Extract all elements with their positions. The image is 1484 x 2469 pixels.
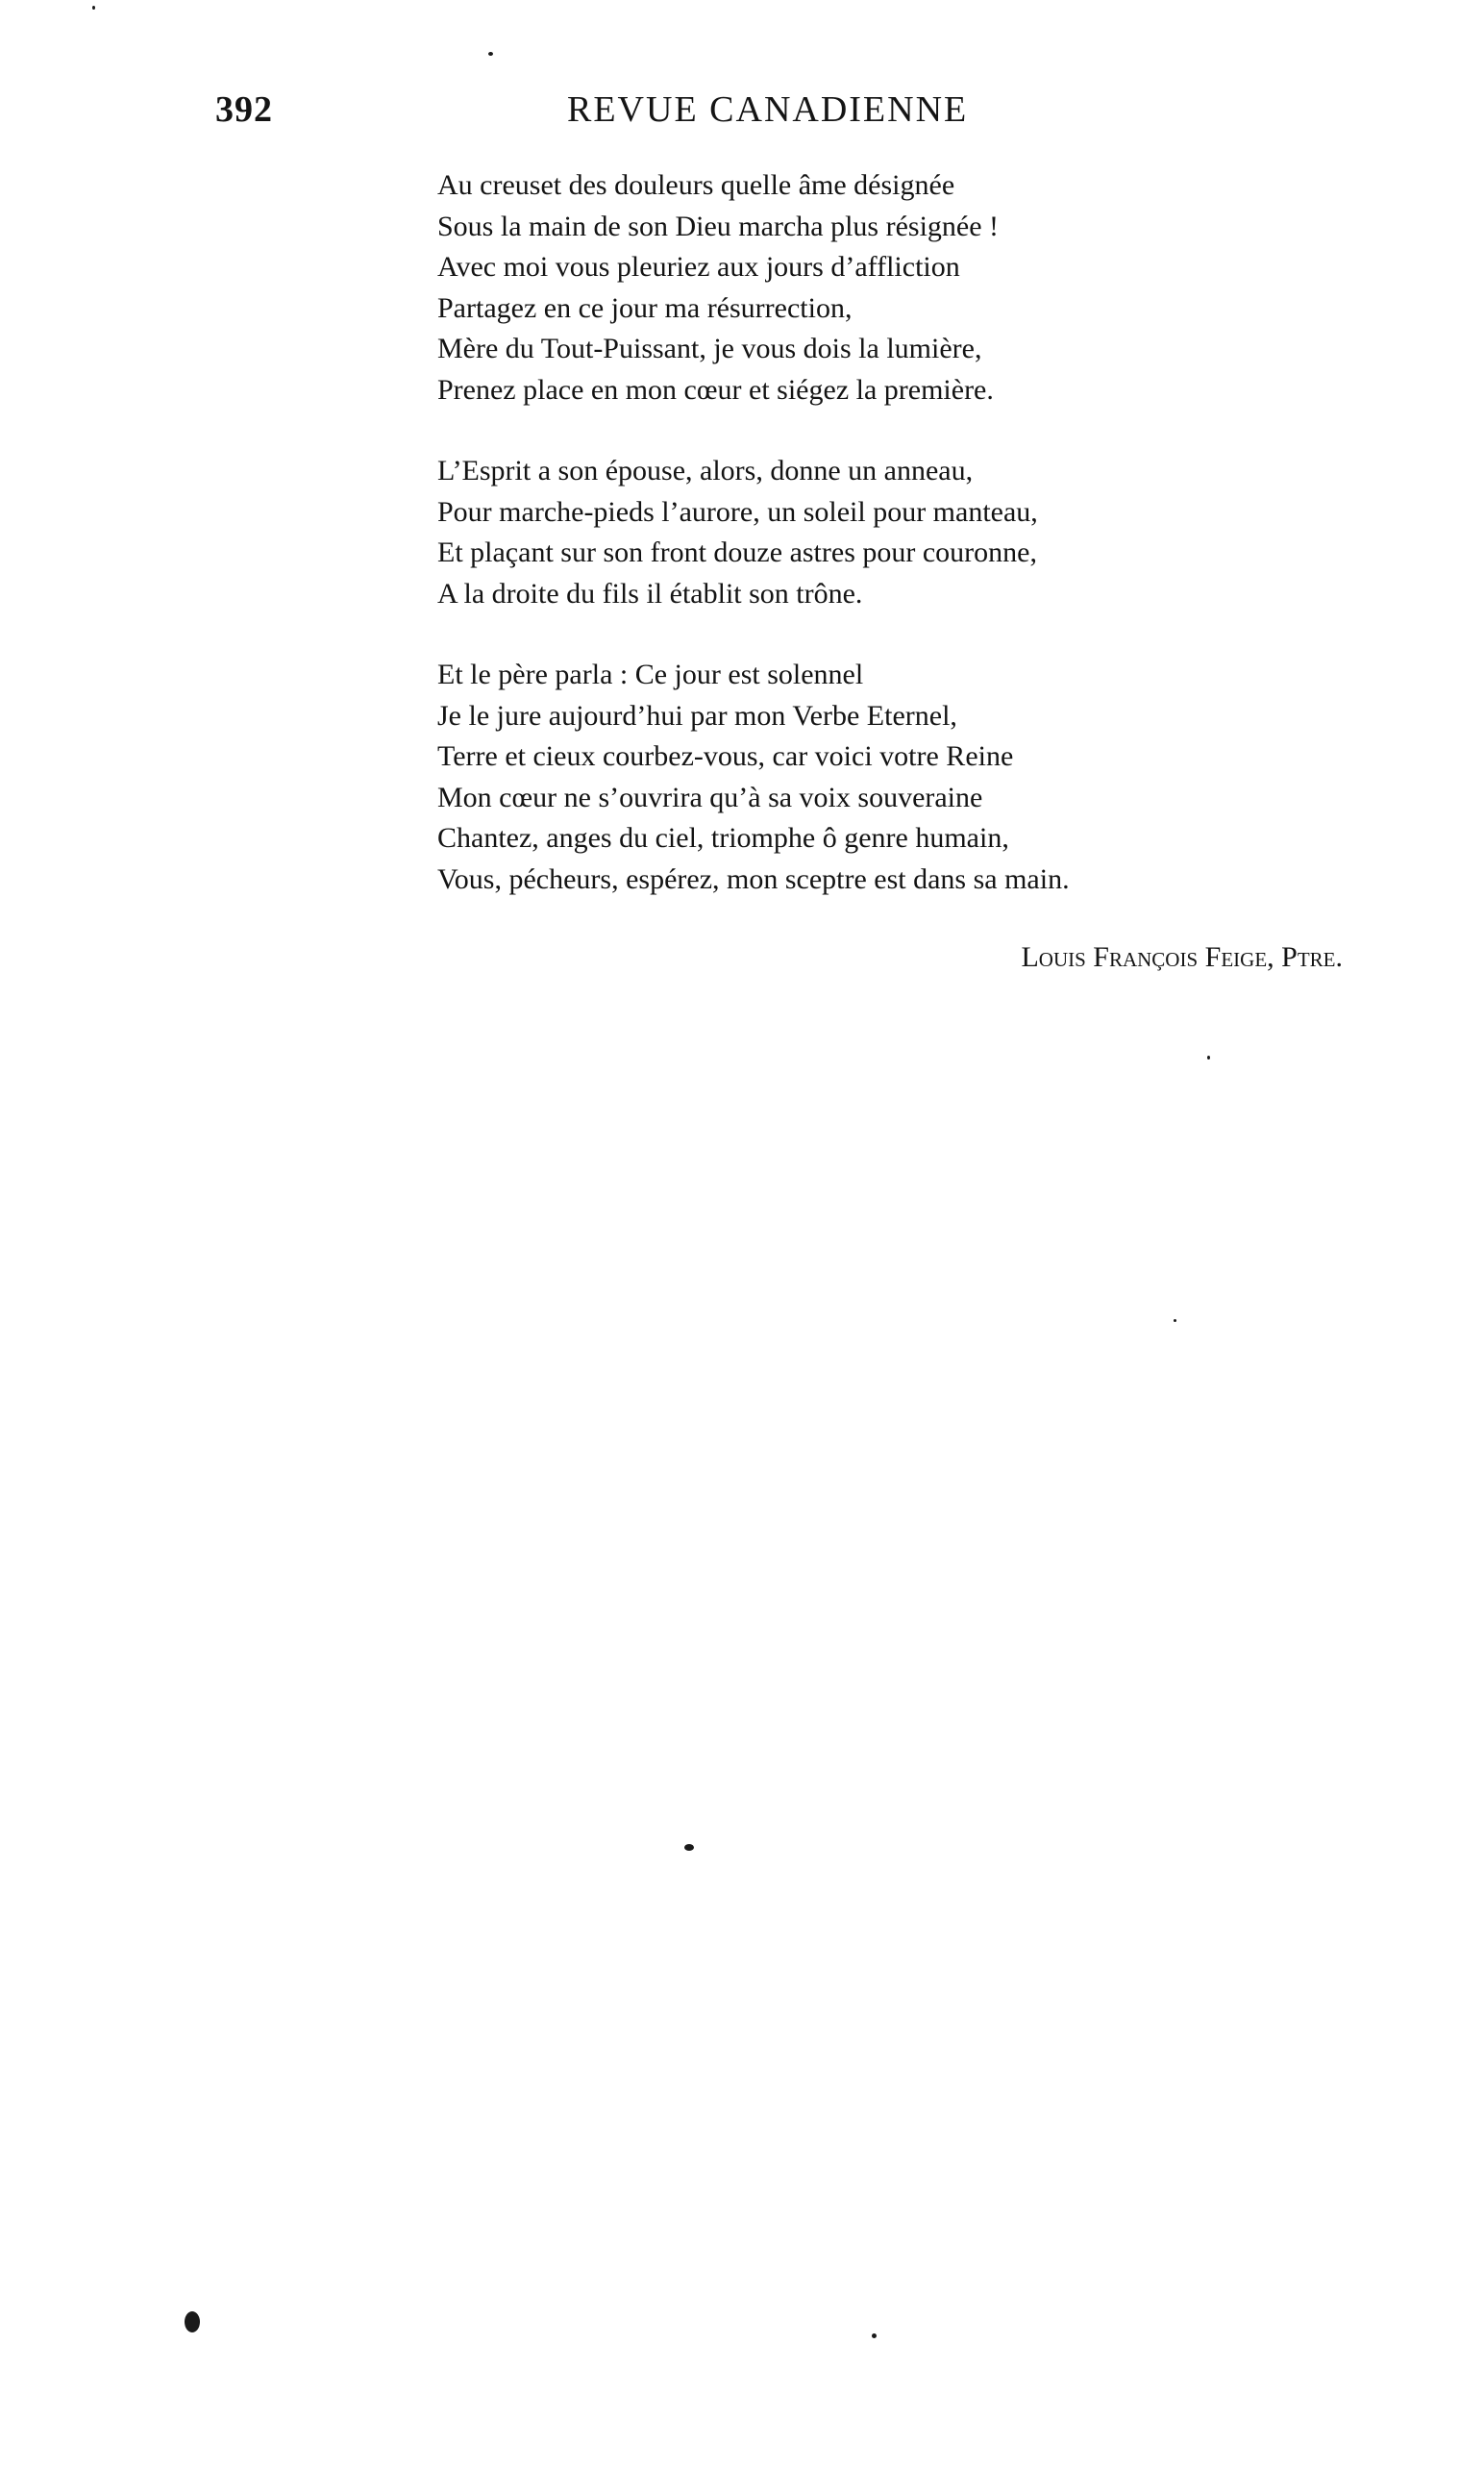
scan-speck [1174, 1319, 1176, 1322]
scan-speck [185, 2311, 200, 2332]
scan-speck [488, 52, 493, 56]
scan-speck [92, 6, 95, 10]
stanza-1 [437, 165, 1302, 411]
verse-line: Partagez en ce jour ma résurrection, [437, 291, 853, 324]
stanza-2 [437, 451, 1302, 614]
verse-line: Chantez, anges du ciel, triomphe ô genre humain, [437, 822, 1009, 854]
poem [437, 165, 1302, 940]
running-head: REVUE CANADIENNE [567, 89, 969, 130]
verse-line: A la droite du fils il établit son trône. [437, 577, 863, 610]
verse-line: Pour marche-pieds l’aurore, un soleil pour manteau, [437, 495, 1038, 528]
scan-speck [684, 1844, 694, 1851]
verse-line: Et plaçant sur son front douze astres pour couronne, [437, 536, 1037, 568]
scan-speck [872, 2333, 877, 2338]
verse-line: Avec moi vous pleuriez aux jours d’affliction [437, 251, 960, 283]
verse-line: Au creuset des douleurs quelle âme désignée [437, 169, 955, 201]
verse-line: Mon cœur ne s’ouvrira qu’à sa voix souveraine [437, 781, 983, 813]
verse-line: L’Esprit a son épouse, alors, donne un anneau, [437, 455, 974, 486]
verse-line: Terre et cieux courbez-vous, car voici votre Reine [437, 740, 1014, 772]
stanza-3 [437, 655, 1302, 900]
verse-line: Sous la main de son Dieu marcha plus résignée ! [437, 210, 1000, 242]
verse-line: Et le père parla : Ce jour est solennel [437, 659, 864, 690]
page-number: 392 [215, 89, 273, 130]
scan-speck [1207, 1056, 1210, 1060]
verse-line: Mère du Tout-Puissant, je vous dois la lumière, [437, 333, 982, 364]
verse-line: Je le jure aujourd’hui par mon Verbe Eternel, [437, 699, 957, 732]
signature: Louis François Feige, Ptre. [1021, 941, 1343, 973]
verse-line: Vous, pécheurs, espérez, mon sceptre est dans sa main. [437, 862, 1070, 895]
verse-line: Prenez place en mon cœur et siégez la première. [437, 373, 994, 406]
